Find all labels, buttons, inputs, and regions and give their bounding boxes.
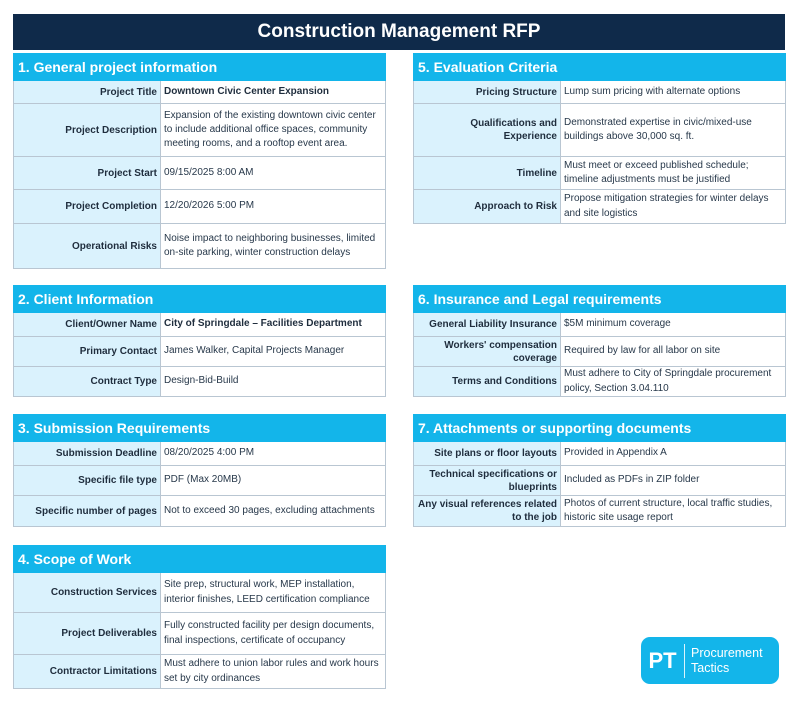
row-label: Qualifications and Experience xyxy=(414,104,561,156)
section-header: 3. Submission Requirements xyxy=(13,414,386,442)
row-value: 12/20/2026 5:00 PM xyxy=(164,200,255,212)
row-value: Expansion of the existing downtown civic center to include additional office spaces, community meeting rooms, and a rooftop event area. xyxy=(164,109,376,150)
table-row xyxy=(14,496,385,527)
section-table xyxy=(413,313,786,397)
page-title: Construction Management RFP xyxy=(13,14,785,50)
row-value: Design-Bid-Build xyxy=(164,375,239,387)
row-value: Must adhere to union labor rules and work hours set by city ordinances xyxy=(164,658,379,684)
row-value: Noise impact to neighboring businesses, limited on-site parking, winter construction delays xyxy=(164,232,376,258)
row-value: Must meet or exceed published schedule; timeline adjustments must be justified xyxy=(564,159,749,185)
section-attachments xyxy=(413,414,786,527)
row-label: Approach to Risk xyxy=(414,190,561,223)
table-row xyxy=(414,466,785,496)
table-row xyxy=(14,104,385,157)
table-row xyxy=(414,81,785,104)
section-table xyxy=(413,442,786,527)
row-value: Downtown Civic Center Expansion xyxy=(164,85,330,97)
section-header: 1. General project information xyxy=(13,53,386,81)
row-label: Project Completion xyxy=(14,190,161,223)
section-header: 5. Evaluation Criteria xyxy=(413,53,786,81)
table-row xyxy=(414,190,785,224)
section-insurance-and-legal xyxy=(413,285,786,397)
section-table xyxy=(13,442,386,527)
row-value: Not to exceed 30 pages, excluding attachments xyxy=(164,504,375,516)
logo-text xyxy=(685,646,763,676)
row-value: Provided in Appendix A xyxy=(564,447,667,459)
row-label: Contractor Limitations xyxy=(14,655,161,688)
logo-mark: PT xyxy=(641,644,685,678)
section-header: 2. Client Information xyxy=(13,285,386,313)
table-row xyxy=(414,313,785,337)
row-value: Required by law for all labor on site xyxy=(564,345,721,357)
row-value: PDF (Max 20MB) xyxy=(164,474,242,486)
row-label: Site plans or floor layouts xyxy=(414,442,561,465)
row-label: Terms and Conditions xyxy=(414,367,561,396)
section-table xyxy=(13,81,386,269)
section-submission-requirements xyxy=(13,414,386,527)
row-label: Submission Deadline xyxy=(14,442,161,465)
row-value: Demonstrated expertise in civic/mixed-use buildings above 30,000 sq. ft. xyxy=(564,116,752,142)
logo-line-2: Tactics xyxy=(691,660,730,675)
section-header: 7. Attachments or supporting documents xyxy=(413,414,786,442)
row-label: Construction Services xyxy=(14,573,161,612)
table-row xyxy=(14,613,385,655)
row-value: City of Springdale – Facilities Department xyxy=(164,318,362,330)
row-value: Site prep, structural work, MEP installation, interior finishes, LEED certification compliance xyxy=(164,579,370,605)
table-row xyxy=(14,573,385,613)
row-value: $5M minimum coverage xyxy=(564,318,671,330)
row-label: Specific file type xyxy=(14,466,161,495)
section-header: 4. Scope of Work xyxy=(13,545,386,573)
row-value: James Walker, Capital Projects Manager xyxy=(164,345,345,357)
table-row xyxy=(414,496,785,527)
row-label: Project Description xyxy=(14,104,161,156)
row-label: Operational Risks xyxy=(14,224,161,268)
logo-line-1: Procurement xyxy=(691,645,763,660)
row-label: Project Start xyxy=(14,157,161,189)
procurement-tactics-logo xyxy=(641,637,779,684)
row-label: Contract Type xyxy=(14,367,161,396)
table-row xyxy=(414,157,785,190)
table-row xyxy=(14,190,385,224)
row-value: Propose mitigation strategies for winter delays and site logistics xyxy=(564,193,769,219)
section-client-information xyxy=(13,285,386,397)
row-value: Lump sum pricing with alternate options xyxy=(564,85,741,97)
table-row xyxy=(14,157,385,190)
row-value: Included as PDFs in ZIP folder xyxy=(564,474,700,486)
row-label: Client/Owner Name xyxy=(14,313,161,336)
table-row xyxy=(414,104,785,157)
row-label: Pricing Structure xyxy=(414,81,561,103)
row-value: 09/15/2025 8:00 AM xyxy=(164,166,254,178)
section-header: 6. Insurance and Legal requirements xyxy=(413,285,786,313)
table-row xyxy=(14,367,385,397)
section-table xyxy=(13,313,386,397)
row-value: 08/20/2025 4:00 PM xyxy=(164,447,255,459)
row-value: Fully constructed facility per design documents, final inspections, certificate of occupancy xyxy=(164,620,375,646)
table-row xyxy=(414,442,785,466)
section-table xyxy=(13,573,386,689)
row-label: Any visual references related to the job xyxy=(414,496,561,526)
row-label: Workers' compensation coverage xyxy=(414,337,561,366)
section-scope-of-work xyxy=(13,545,386,689)
row-label: Timeline xyxy=(414,157,561,189)
table-row xyxy=(14,337,385,367)
table-row xyxy=(14,655,385,689)
row-label: General Liability Insurance xyxy=(414,313,561,336)
row-label: Primary Contact xyxy=(14,337,161,366)
table-row xyxy=(14,466,385,496)
table-row xyxy=(414,367,785,397)
table-row xyxy=(414,337,785,367)
table-row xyxy=(14,313,385,337)
table-row xyxy=(14,442,385,466)
row-label: Project Title xyxy=(14,81,161,103)
row-label: Project Deliverables xyxy=(14,613,161,654)
section-general-project-information xyxy=(13,53,386,269)
table-row xyxy=(14,224,385,269)
table-row xyxy=(14,81,385,104)
section-evaluation-criteria xyxy=(413,53,786,224)
row-label: Technical specifications or blueprints xyxy=(414,466,561,495)
row-value: Photos of current structure, local traffic studies, historic site usage report xyxy=(564,497,773,523)
row-value: Must adhere to City of Springdale procurement policy, Section 3.04.110 xyxy=(564,368,772,394)
row-label: Specific number of pages xyxy=(14,496,161,526)
section-table xyxy=(413,81,786,224)
